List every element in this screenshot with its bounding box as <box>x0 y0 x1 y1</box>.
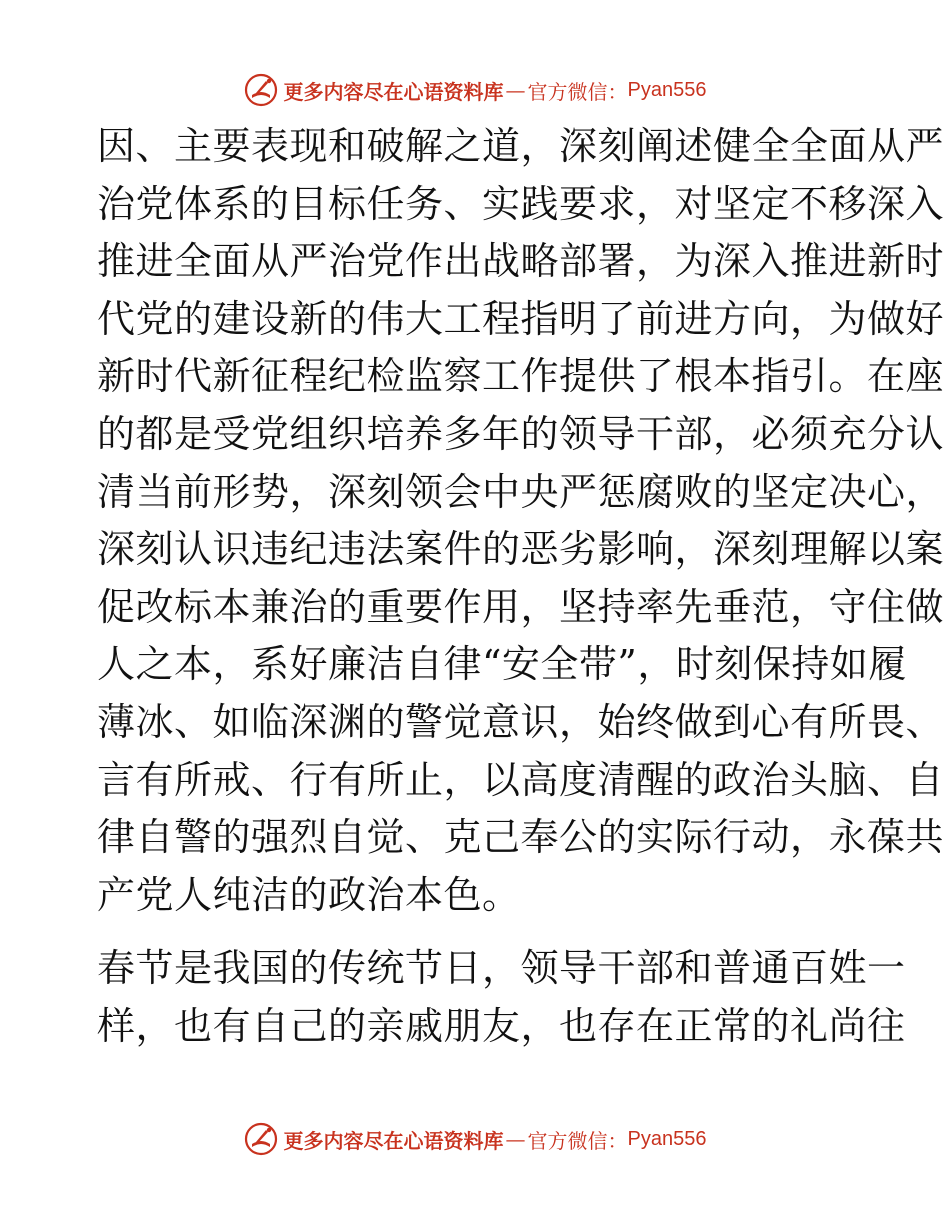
header-banner-title: 更多内容尽在心语资料库 <box>283 79 504 104</box>
text-line: 新时代新征程纪检监察工作提供了根本指引。在座 <box>97 354 945 399</box>
text-line: 促改标本兼治的重要作用，坚持率先垂范，守住做 <box>97 584 945 629</box>
text-line: 清当前形势，深刻领会中央严惩腐败的坚定决心， <box>97 469 945 514</box>
footer-banner-title: 更多内容尽在心语资料库 <box>283 1128 504 1153</box>
text-line: 因、主要表现和破解之道，深刻阐述健全全面从严 <box>97 124 945 168</box>
document-body <box>97 118 945 1056</box>
footer-banner-wechat-label: 官方微信： <box>527 1128 628 1153</box>
text-line: 样，也有自己的亲戚朋友，也存在正常的礼尚往 <box>97 1003 906 1048</box>
text-line: 推进全面从严治党作出战略部署，为深入推进新时 <box>97 239 945 284</box>
paragraph-2 <box>97 940 906 1055</box>
text-line: 的都是受党组织培养多年的领导干部，必须充分认 <box>97 411 945 456</box>
footer-banner-wechat-id: Pyan556 <box>627 1127 707 1150</box>
text-line: 治党体系的目标任务、实践要求，对坚定不移深入 <box>97 181 945 226</box>
header-banner <box>0 70 950 110</box>
footer-banner-separator: — <box>505 1127 526 1151</box>
text-line: 产党人纯洁的政治本色。 <box>97 872 521 917</box>
book-quill-icon <box>244 1122 278 1156</box>
text-line: 深刻认识违纪违法案件的恶劣影响，深刻理解以案 <box>97 527 945 572</box>
text-line: 代党的建设新的伟大工程指明了前进方向，为做好 <box>97 296 945 341</box>
text-line: 言有所戒、行有所止，以高度清醒的政治头脑、自 <box>97 757 945 802</box>
header-banner-wechat-id: Pyan556 <box>627 78 707 101</box>
text-line: 人之本，系好廉洁自律“安全带”，时刻保持如履 <box>97 642 907 687</box>
text-line: 律自警的强烈自觉、克己奉公的实际行动，永葆共 <box>97 815 945 860</box>
book-quill-icon <box>244 73 278 107</box>
text-line: 薄冰、如临深渊的警觉意识，始终做到心有所畏、 <box>97 699 945 744</box>
text-line: 春节是我国的传统节日，领导干部和普通百姓一 <box>97 946 906 991</box>
footer-banner <box>0 1119 950 1159</box>
header-banner-separator: — <box>505 78 526 102</box>
header-banner-wechat-label: 官方微信： <box>527 79 628 104</box>
paragraph-1 <box>97 118 945 924</box>
